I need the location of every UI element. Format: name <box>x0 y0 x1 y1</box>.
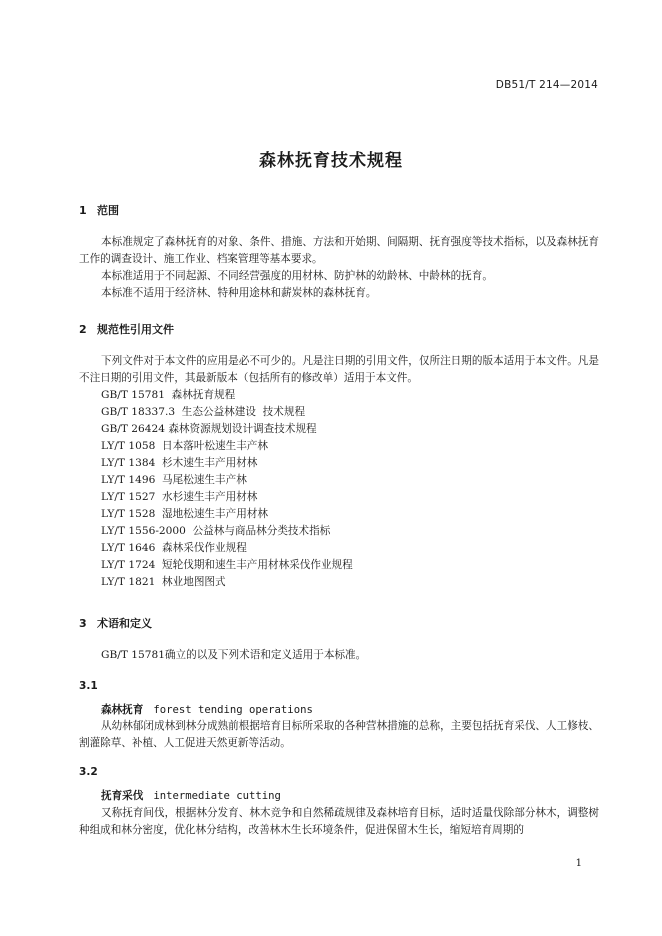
reference-item: LY/T 1556-2000 公益林与商品林分类技术指标 <box>101 525 331 537</box>
paragraph: GB/T 15781确立的以及下列术语和定义适用于本标准。 <box>101 649 367 661</box>
paragraph: 本标准适用于不同起源、不同经营强度的用材林、防护林的幼龄林、中龄林的抚育。 <box>101 270 493 282</box>
reference-item: LY/T 1528 湿地松速生丰产用材林 <box>101 508 268 520</box>
reference-item: LY/T 1724 短轮伐期和速生丰产用材林采伐作业规程 <box>101 559 353 571</box>
section-heading-normative-references <box>79 321 174 337</box>
section-number: 2 <box>79 323 87 336</box>
paragraph: 下列文件对于本文件的应用是必不可少的。凡是注日期的引用文件，仅所注日期的版本适用于本文件。凡是不注日期的引用文件，其最新版本（包括所有的修改单）适用于本文件。 <box>79 355 599 384</box>
page-number: 1 <box>575 858 582 869</box>
term-definition: 又称抚育间伐，根据林分发育、林木竞争和自然稀疏规律及森林培育目标，适时适量伐除部分林木，调整树种组成和林分密度，优化林分结构，改善林木生长环境条件，促进保留木生长，缩短培育周期的 <box>79 807 599 836</box>
term-name-en: forest tending operations <box>153 704 313 716</box>
section-title: 范围 <box>97 204 119 217</box>
reference-item: GB/T 26424 森林资源规划设计调查技术规程 <box>101 423 317 435</box>
reference-item: LY/T 1058 日本落叶松速生丰产林 <box>101 440 268 452</box>
section-heading-terms-definitions <box>79 615 152 631</box>
section-title: 规范性引用文件 <box>97 323 174 336</box>
reference-item: LY/T 1527 水杉速生丰产用材林 <box>101 491 258 503</box>
section-title: 术语和定义 <box>97 617 152 630</box>
term-number: 3.2 <box>79 766 98 778</box>
reference-item: GB/T 15781 森林抚育规程 <box>101 389 236 401</box>
page-title: 森林抚育技术规程 <box>259 151 403 171</box>
term-name-cn: 森林抚育 <box>101 704 144 716</box>
reference-item: LY/T 1384 杉木速生丰产用材林 <box>101 457 258 469</box>
section-number: 1 <box>79 204 87 217</box>
reference-item: LY/T 1821 林业地图图式 <box>101 576 226 588</box>
term-heading <box>101 788 281 803</box>
reference-item: LY/T 1646 森林采伐作业规程 <box>101 542 247 554</box>
section-number: 3 <box>79 617 87 630</box>
term-definition: 从幼林郁闭成林到林分成熟前根据培育目标所采取的各种营林措施的总称，主要包括抚育采伐、人工修枝、割灌除草、补植、人工促进天然更新等活动。 <box>79 720 599 749</box>
reference-item: GB/T 18337.3 生态公益林建设 技术规程 <box>101 406 306 418</box>
section-heading-scope <box>79 202 119 218</box>
document-code: DB51/T 214—2014 <box>495 79 598 91</box>
term-name-en: intermediate cutting <box>153 790 281 802</box>
term-heading <box>101 702 313 717</box>
paragraph: 本标准规定了森林抚育的对象、条件、措施、方法和开始期、间隔期、抚育强度等技术指标，以及森林抚育工作的调查设计、施工作业、档案管理等基本要求。 <box>79 236 599 265</box>
term-number: 3.1 <box>79 680 98 692</box>
paragraph: 本标准不适用于经济林、特种用途林和薪炭林的森林抚育。 <box>101 287 377 299</box>
term-name-cn: 抚育采伐 <box>101 790 144 802</box>
reference-item: LY/T 1496 马尾松速生丰产林 <box>101 474 247 486</box>
